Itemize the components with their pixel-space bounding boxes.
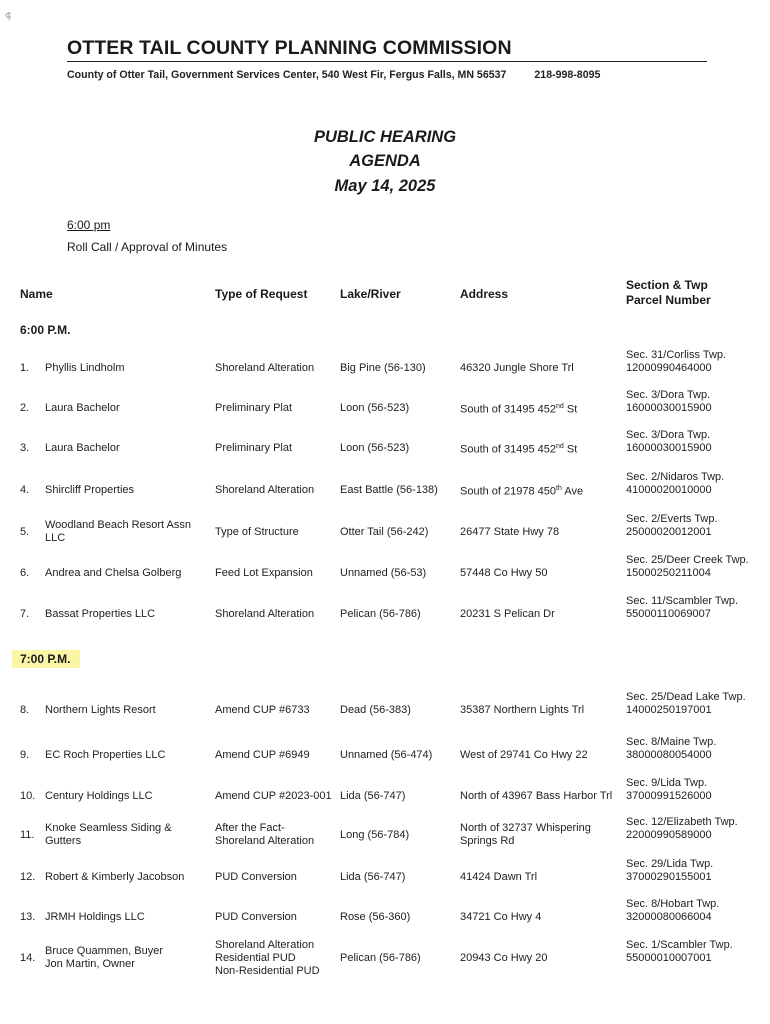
item-section-twp: Sec. 11/Scambler Twp. [626, 595, 739, 607]
item-number: 12. [20, 870, 36, 883]
agenda-row [0, 512, 770, 552]
item-number: 10. [20, 789, 36, 802]
item-section-twp: Sec. 2/Nidaros Twp. [626, 471, 725, 483]
item-section [626, 512, 766, 553]
item-address: North of 32737 Whispering Springs Rd [460, 822, 591, 847]
item-name-line1: Bruce Quammen, Buyer [45, 945, 163, 957]
item-number: 7. [20, 607, 30, 620]
item-request-type-stack [215, 939, 320, 978]
item-lake: Lida (56-747) [340, 789, 406, 802]
commission-title: OTTER TAIL COUNTY PLANNING COMMISSION [67, 37, 707, 62]
item-request-type: Preliminary Plat [215, 401, 293, 414]
item-request-type: Type of Structure [215, 525, 299, 538]
item-parcel-number: 12000990464000 [626, 362, 712, 374]
item-parcel-number: 14000250197001 [626, 704, 712, 716]
item-number: 5. [20, 525, 30, 538]
item-lake: Dead (56-383) [340, 703, 411, 716]
commission-address-line [67, 69, 600, 81]
item-request-type: After the Fact-Shoreland Alteration [215, 822, 315, 847]
item-section [626, 735, 766, 776]
item-address: 41424 Dawn Trl [460, 870, 538, 883]
item-section [626, 594, 766, 635]
item-request-type: Amend CUP #6733 [215, 703, 310, 716]
item-section [626, 470, 766, 511]
item-parcel-number: 16000030015900 [626, 402, 712, 414]
item-name: Northern Lights Resort [45, 703, 156, 716]
item-request-type [215, 938, 333, 978]
item-number: 9. [20, 748, 30, 761]
item-name: Laura Bachelor [45, 401, 120, 414]
section-label-7pm: 7:00 P.M. [12, 650, 80, 668]
item-name [45, 938, 205, 978]
item-section [626, 938, 766, 979]
item-address: 20943 Co Hwy 20 [460, 951, 548, 964]
item-request-type: PUD Conversion [215, 910, 297, 923]
item-lake: Pelican (56-786) [340, 951, 421, 964]
item-section-twp: Sec. 9/Lida Twp. [626, 777, 708, 789]
item-lake: Lida (56-747) [340, 870, 406, 883]
item-address: West of 29741 Co Hwy 22 [460, 748, 588, 761]
item-request-type: Shoreland Alteration [215, 483, 315, 496]
item-number: 2. [20, 401, 30, 414]
commission-phone: 218-998-8095 [534, 69, 601, 81]
item-address: 46320 Jungle Shore Trl [460, 361, 574, 374]
item-lake: Loon (56-523) [340, 441, 410, 454]
item-request-type: Preliminary Plat [215, 441, 293, 454]
item-lake: East Battle (56-138) [340, 483, 438, 496]
item-parcel-number: 37000991526000 [626, 790, 712, 802]
item-section [626, 388, 766, 429]
column-header-lake: Lake/River [340, 287, 401, 301]
item-request-type-line1: Shoreland Alteration [215, 938, 315, 951]
item-address [460, 388, 615, 428]
item-section-twp: Sec. 2/Everts Twp. [626, 513, 718, 525]
agenda-row [0, 470, 770, 510]
item-name: Andrea and Chelsa Golberg [45, 566, 182, 579]
item-number: 4. [20, 483, 30, 496]
item-name: Knoke Seamless Siding & Gutters [45, 822, 172, 847]
item-section [626, 815, 766, 856]
agenda-row [0, 553, 770, 593]
item-number: 3. [20, 441, 30, 454]
agenda-row [0, 735, 770, 775]
item-address: 35387 Northern Lights Trl [460, 703, 585, 716]
item-section-twp: Sec. 25/Dead Lake Twp. [626, 691, 746, 703]
item-name: Woodland Beach Resort Assn LLC [45, 519, 191, 544]
item-lake: Unnamed (56-474) [340, 748, 433, 761]
item-section-twp: Sec. 8/Maine Twp. [626, 736, 717, 748]
column-header-address: Address [460, 287, 509, 301]
item-section [626, 553, 766, 594]
item-address: 34721 Co Hwy 4 [460, 910, 542, 923]
item-parcel-number: 55000010007001 [626, 952, 712, 964]
agenda-row [0, 428, 770, 468]
item-section [626, 857, 766, 898]
column-header-section-line2: Parcel Number [626, 293, 711, 307]
agenda-row [0, 938, 770, 978]
item-section [626, 897, 766, 938]
agenda-row [0, 388, 770, 428]
agenda-row [0, 857, 770, 897]
item-number: 11. [20, 828, 35, 841]
item-request-type-line3: Non-Residential PUD [215, 964, 320, 977]
agenda-row [0, 897, 770, 937]
item-lake: Rose (56-360) [340, 910, 411, 923]
item-request-type: Shoreland Alteration [215, 607, 315, 620]
item-address [460, 428, 615, 468]
item-address: 20231 S Pelican Dr [460, 607, 555, 620]
item-number: 1. [20, 361, 30, 374]
scan-edge-mark: ⸿ [5, 11, 12, 21]
item-request-type: Amend CUP #2023-001 [215, 789, 332, 802]
item-request-type: PUD Conversion [215, 870, 297, 883]
item-parcel-number: 16000030015900 [626, 442, 712, 454]
item-section [626, 348, 766, 389]
roll-call-text: Roll Call / Approval of Minutes [67, 240, 228, 254]
item-parcel-number: 25000020012001 [626, 526, 712, 538]
column-header-section [626, 278, 711, 308]
item-name: Shircliff Properties [45, 483, 135, 496]
item-parcel-number: 41000020010000 [626, 484, 712, 496]
item-section-twp: Sec. 31/Corliss Twp. [626, 349, 727, 361]
item-parcel-number: 37000290155001 [626, 871, 712, 883]
hearing-title: PUBLIC HEARING [313, 128, 457, 146]
item-address-text: South of 31495 452nd St [460, 402, 578, 416]
item-parcel-number: 22000990589000 [626, 829, 712, 841]
column-header-name: Name [20, 287, 53, 301]
item-address-text: South of 21978 450th Ave [460, 484, 584, 498]
item-number: 14. [20, 951, 36, 964]
item-name: EC Roch Properties LLC [45, 748, 166, 761]
item-name: Laura Bachelor [45, 441, 120, 454]
item-request-type: Feed Lot Expansion [215, 566, 313, 579]
agenda-row [0, 815, 770, 855]
item-section-twp: Sec. 8/Hobart Twp. [626, 898, 720, 910]
item-section-twp: Sec. 12/Elizabeth Twp. [626, 816, 738, 828]
item-address: 57448 Co Hwy 50 [460, 566, 548, 579]
item-lake: Otter Tail (56-242) [340, 525, 429, 538]
item-name: Bassat Properties LLC [45, 607, 156, 620]
item-request-type: Amend CUP #6949 [215, 748, 310, 761]
item-name-stack [45, 945, 163, 971]
opening-time: 6:00 pm [67, 218, 111, 232]
section-label-6pm: 6:00 P.M. [20, 323, 71, 337]
item-number: 6. [20, 566, 30, 579]
item-section-twp: Sec. 3/Dora Twp. [626, 429, 711, 441]
hearing-date: May 14, 2025 [334, 177, 436, 195]
item-name: Phyllis Lindholm [45, 361, 125, 374]
item-lake: Long (56-784) [340, 828, 410, 841]
item-section-twp: Sec. 3/Dora Twp. [626, 389, 711, 401]
item-section [626, 690, 766, 731]
item-name: Robert & Kimberly Jacobson [45, 870, 185, 883]
item-section-twp: Sec. 1/Scambler Twp. [626, 939, 733, 951]
item-name: Century Holdings LLC [45, 789, 153, 802]
item-section [626, 776, 766, 817]
item-name: JRMH Holdings LLC [45, 910, 145, 923]
agenda-title: AGENDA [349, 152, 421, 170]
agenda-row [0, 776, 770, 816]
agenda-row [0, 594, 770, 634]
item-parcel-number: 32000080066004 [626, 911, 712, 923]
agenda-row [0, 348, 770, 388]
item-lake: Unnamed (56-53) [340, 566, 427, 579]
item-lake: Loon (56-523) [340, 401, 410, 414]
commission-address: County of Otter Tail, Government Services Center, 540 West Fir, Fergus Falls, MN 56537 [67, 69, 507, 81]
item-parcel-number: 15000250211004 [626, 567, 711, 579]
item-lake: Big Pine (56-130) [340, 361, 426, 374]
item-address: North of 43967 Bass Harbor Trl [460, 789, 613, 802]
item-parcel-number: 38000080054000 [626, 749, 712, 761]
item-section-twp: Sec. 29/Lida Twp. [626, 858, 714, 870]
item-number: 13. [20, 910, 36, 923]
item-lake: Pelican (56-786) [340, 607, 421, 620]
item-number: 8. [20, 703, 30, 716]
item-address-text: South of 31495 452nd St [460, 442, 578, 456]
column-header-type: Type of Request [215, 287, 308, 301]
item-section [626, 428, 766, 469]
item-name-line2: Jon Martin, Owner [45, 958, 135, 970]
column-header-section-line1: Section & Twp [626, 278, 708, 292]
item-section-twp: Sec. 25/Deer Creek Twp. [626, 554, 749, 566]
item-address: 26477 State Hwy 78 [460, 525, 560, 538]
item-request-type-line2: Residential PUD [215, 951, 296, 964]
item-request-type: Shoreland Alteration [215, 361, 315, 374]
agenda-row [0, 690, 770, 730]
item-parcel-number: 55000110069007 [626, 608, 711, 620]
item-address [460, 470, 615, 510]
